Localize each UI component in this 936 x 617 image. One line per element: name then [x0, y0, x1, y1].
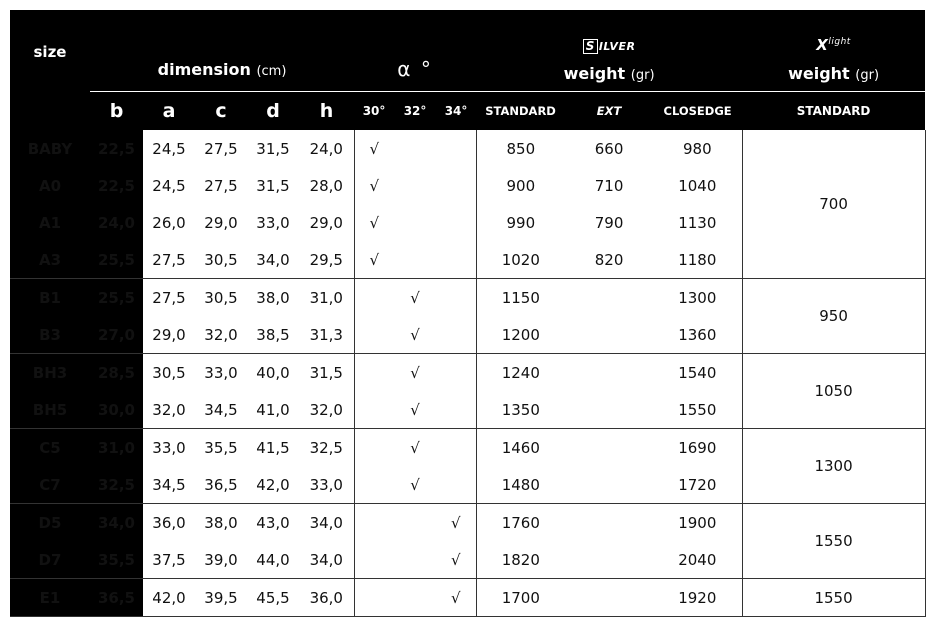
silver-closedge-weight: 1360	[678, 325, 717, 344]
silver-closedge-weight: 1690	[653, 429, 742, 467]
angle-32-check: √	[394, 279, 436, 317]
angle-34-check	[436, 429, 476, 467]
a-value: 33,0	[143, 429, 195, 467]
b-value: 30,0	[90, 391, 143, 429]
a-value: 27,5	[143, 279, 195, 317]
size-label: BH5	[10, 391, 90, 429]
b-value: 28,5	[90, 354, 143, 392]
angle-34-check	[436, 279, 476, 317]
xlight-standard-weight: 1550	[742, 579, 925, 617]
silver-ext-weight	[565, 279, 653, 317]
size-table-body	[10, 130, 925, 617]
silver-standard-weight: 900	[506, 176, 536, 195]
angle-30-check	[354, 429, 394, 467]
angle-34-check	[436, 241, 476, 279]
silver-standard-weight: 990	[506, 213, 536, 232]
a-value: 26,0	[152, 213, 186, 232]
a-value: 24,5	[152, 176, 186, 195]
size-table	[10, 10, 926, 617]
angle-30-check	[354, 391, 394, 429]
silver-ext-weight	[565, 391, 653, 429]
col-a-header: a	[143, 92, 195, 131]
h-value: 29,0	[299, 204, 354, 241]
silver-ext-weight: 790	[594, 213, 624, 232]
angle-32-check	[394, 167, 436, 204]
col-h-header: h	[299, 92, 354, 131]
header-row-sub	[10, 92, 925, 131]
silver-standard-weight: 1480	[501, 475, 540, 494]
silver-ext-weight	[565, 579, 653, 617]
header-row-top	[10, 10, 925, 92]
size-label: D7	[10, 541, 90, 579]
b-value: 32,5	[90, 466, 143, 504]
angle-32-check	[394, 130, 436, 167]
angle-34-check	[436, 391, 476, 429]
dimension-unit: (cm)	[256, 64, 287, 79]
b-value: 24,0	[90, 204, 143, 241]
angle-34-check: √	[436, 541, 476, 579]
h-value: 32,0	[299, 391, 354, 429]
size-label: C5	[10, 429, 90, 467]
size-label: E1	[10, 579, 90, 617]
silver-closedge-weight: 2040	[678, 550, 717, 569]
xlight-standard-weight: 1050	[742, 354, 925, 429]
silver-standard-weight: 1700	[476, 579, 565, 617]
xlight-weight-header	[742, 10, 925, 92]
b-value: 35,5	[90, 541, 143, 579]
col-c-header: c	[195, 92, 247, 131]
silver-ext-weight	[565, 429, 653, 467]
silver-closedge-weight: 980	[682, 139, 712, 158]
angle-32-check	[394, 541, 436, 579]
d-value: 45,5	[247, 579, 299, 617]
a-value: 27,5	[152, 250, 186, 269]
c-value: 29,0	[204, 213, 238, 232]
b-value: 22,5	[90, 130, 143, 167]
h-value: 36,0	[299, 579, 354, 617]
silver-standard-weight: 1240	[476, 354, 565, 392]
c-value: 27,5	[204, 139, 238, 158]
a-value: 34,5	[152, 475, 186, 494]
silver-ext-weight: 660	[594, 139, 624, 158]
c-value: 30,5	[204, 250, 238, 269]
angle-30-check: √	[369, 250, 380, 269]
silver-standard-weight: 1020	[501, 250, 540, 269]
a-value: 24,5	[152, 139, 186, 158]
angle-30-check: √	[369, 176, 380, 195]
silver-standard-weight: 1760	[476, 504, 565, 542]
c-value: 34,5	[204, 400, 238, 419]
b-value: 31,0	[90, 429, 143, 467]
silver-ext-weight	[565, 504, 653, 542]
angle-30-check	[354, 504, 394, 542]
angle-34-check	[436, 204, 476, 241]
size-header: size	[10, 10, 90, 92]
d-value: 33,0	[256, 213, 290, 232]
silver-closedge-weight: 1180	[678, 250, 717, 269]
angle-30-check	[354, 541, 394, 579]
h-value: 28,0	[299, 167, 354, 204]
angle-32-header: 32°	[394, 92, 436, 131]
d-value: 41,5	[247, 429, 299, 467]
c-value: 36,5	[204, 475, 238, 494]
silver-standard-header: STANDARD	[476, 92, 565, 131]
angle-30-check	[354, 579, 394, 617]
h-value: 31,5	[299, 354, 354, 392]
angle-34-check: √	[436, 579, 476, 617]
col-d-header: d	[247, 92, 299, 131]
size-label: A3	[10, 241, 90, 279]
silver-standard-weight: 1200	[501, 325, 540, 344]
d-value: 41,0	[256, 400, 290, 419]
d-value: 43,0	[247, 504, 299, 542]
c-value: 35,5	[195, 429, 247, 467]
silver-ext-weight	[565, 541, 653, 579]
size-header-blank	[10, 92, 90, 131]
silver-closedge-weight: 1920	[653, 579, 742, 617]
silver-ext-weight	[565, 466, 653, 504]
silver-weight-header	[476, 10, 742, 92]
table-row	[10, 279, 925, 317]
xlight-standard-header: STANDARD	[742, 92, 925, 131]
silver-closedge-weight: 1540	[653, 354, 742, 392]
table-row	[10, 579, 925, 617]
silver-closedge-header: CLOSEDGE	[653, 92, 742, 131]
silver-standard-weight: 1460	[476, 429, 565, 467]
a-value: 37,5	[152, 550, 186, 569]
angle-32-check	[394, 504, 436, 542]
size-label: B1	[10, 279, 90, 317]
size-label: C7	[10, 466, 90, 504]
b-value: 22,5	[90, 167, 143, 204]
d-value: 42,0	[256, 475, 290, 494]
h-value: 33,0	[299, 466, 354, 504]
b-value: 25,5	[90, 279, 143, 317]
h-value: 34,0	[299, 504, 354, 542]
silver-ext-weight: 820	[594, 250, 624, 269]
angle-34-check	[436, 167, 476, 204]
angle-32-check	[394, 241, 436, 279]
silver-logo: S ILVER	[583, 39, 636, 54]
size-chart	[10, 10, 925, 607]
c-value: 33,0	[195, 354, 247, 392]
silver-closedge-weight: 1550	[678, 400, 717, 419]
table-row	[10, 429, 925, 467]
h-value: 24,0	[299, 130, 354, 167]
silver-closedge-weight: 1300	[653, 279, 742, 317]
silver-weight-title: weight	[563, 64, 626, 83]
angle-34-check: √	[436, 504, 476, 542]
silver-standard-weight: 1350	[501, 400, 540, 419]
d-value: 38,5	[256, 325, 290, 344]
b-value: 34,0	[90, 504, 143, 542]
xlight-standard-weight: 1550	[742, 504, 925, 579]
silver-standard-weight: 1820	[501, 550, 540, 569]
xlight-standard-weight: 700	[742, 130, 925, 279]
c-value: 30,5	[195, 279, 247, 317]
xlight-standard-weight: 1300	[742, 429, 925, 504]
angle-30-check	[354, 354, 394, 392]
table-row	[10, 130, 925, 167]
angle-34-check	[436, 466, 476, 504]
size-label: A1	[10, 204, 90, 241]
d-value: 31,5	[256, 176, 290, 195]
h-value: 34,0	[299, 541, 354, 579]
dimension-header	[90, 10, 354, 92]
size-label: BABY	[10, 130, 90, 167]
angle-30-check	[354, 466, 394, 504]
c-value: 38,0	[195, 504, 247, 542]
angle-32-check: √	[410, 325, 420, 344]
h-value: 31,0	[299, 279, 354, 317]
xlight-standard-weight: 950	[742, 279, 925, 354]
size-label: D5	[10, 504, 90, 542]
col-b-header: b	[90, 92, 143, 131]
c-value: 32,0	[204, 325, 238, 344]
a-value: 32,0	[152, 400, 186, 419]
table-row	[10, 504, 925, 542]
silver-standard-weight: 1150	[476, 279, 565, 317]
angle-30-check	[354, 316, 394, 354]
a-value: 42,0	[143, 579, 195, 617]
size-label: BH3	[10, 354, 90, 392]
h-value: 32,5	[299, 429, 354, 467]
b-value: 27,0	[90, 316, 143, 354]
xlight-weight-unit: (gr)	[855, 68, 880, 83]
size-label: A0	[10, 167, 90, 204]
table-row	[10, 354, 925, 392]
angle-34-check	[436, 316, 476, 354]
alpha-header: α °	[354, 10, 476, 92]
angle-32-check	[394, 579, 436, 617]
angle-32-check: √	[410, 400, 420, 419]
silver-closedge-weight: 1900	[653, 504, 742, 542]
b-value: 25,5	[90, 241, 143, 279]
d-value: 40,0	[247, 354, 299, 392]
b-value: 36,5	[90, 579, 143, 617]
silver-closedge-weight: 1040	[678, 176, 717, 195]
angle-30-check: √	[369, 213, 380, 232]
silver-closedge-weight: 1130	[678, 213, 717, 232]
a-value: 36,0	[143, 504, 195, 542]
angle-32-check: √	[410, 475, 420, 494]
a-value: 29,0	[152, 325, 186, 344]
d-value: 34,0	[256, 250, 290, 269]
silver-ext-weight: 710	[594, 176, 624, 195]
angle-34-check	[436, 130, 476, 167]
a-value: 30,5	[143, 354, 195, 392]
silver-closedge-weight: 1720	[678, 475, 717, 494]
silver-ext-header: EXT	[565, 92, 653, 131]
h-value: 29,5	[299, 241, 354, 279]
angle-32-check: √	[394, 429, 436, 467]
angle-32-check	[394, 204, 436, 241]
angle-34-header: 34°	[436, 92, 476, 131]
h-value: 31,3	[299, 316, 354, 354]
dimension-title: dimension	[157, 60, 251, 79]
silver-standard-weight: 850	[506, 139, 536, 158]
xlight-logo: $X^{light}$	[816, 36, 851, 54]
c-value: 27,5	[204, 176, 238, 195]
silver-ext-weight	[565, 354, 653, 392]
d-value: 44,0	[256, 550, 290, 569]
c-value: 39,5	[195, 579, 247, 617]
d-value: 38,0	[247, 279, 299, 317]
angle-32-check: √	[394, 354, 436, 392]
angle-34-check	[436, 354, 476, 392]
angle-30-check: √	[369, 139, 380, 158]
d-value: 31,5	[256, 139, 290, 158]
silver-weight-unit: (gr)	[630, 68, 655, 83]
size-label: B3	[10, 316, 90, 354]
angle-30-header: 30°	[354, 92, 394, 131]
c-value: 39,0	[204, 550, 238, 569]
angle-30-check	[354, 279, 394, 317]
xlight-weight-title: weight	[788, 64, 850, 83]
silver-ext-weight	[565, 316, 653, 354]
